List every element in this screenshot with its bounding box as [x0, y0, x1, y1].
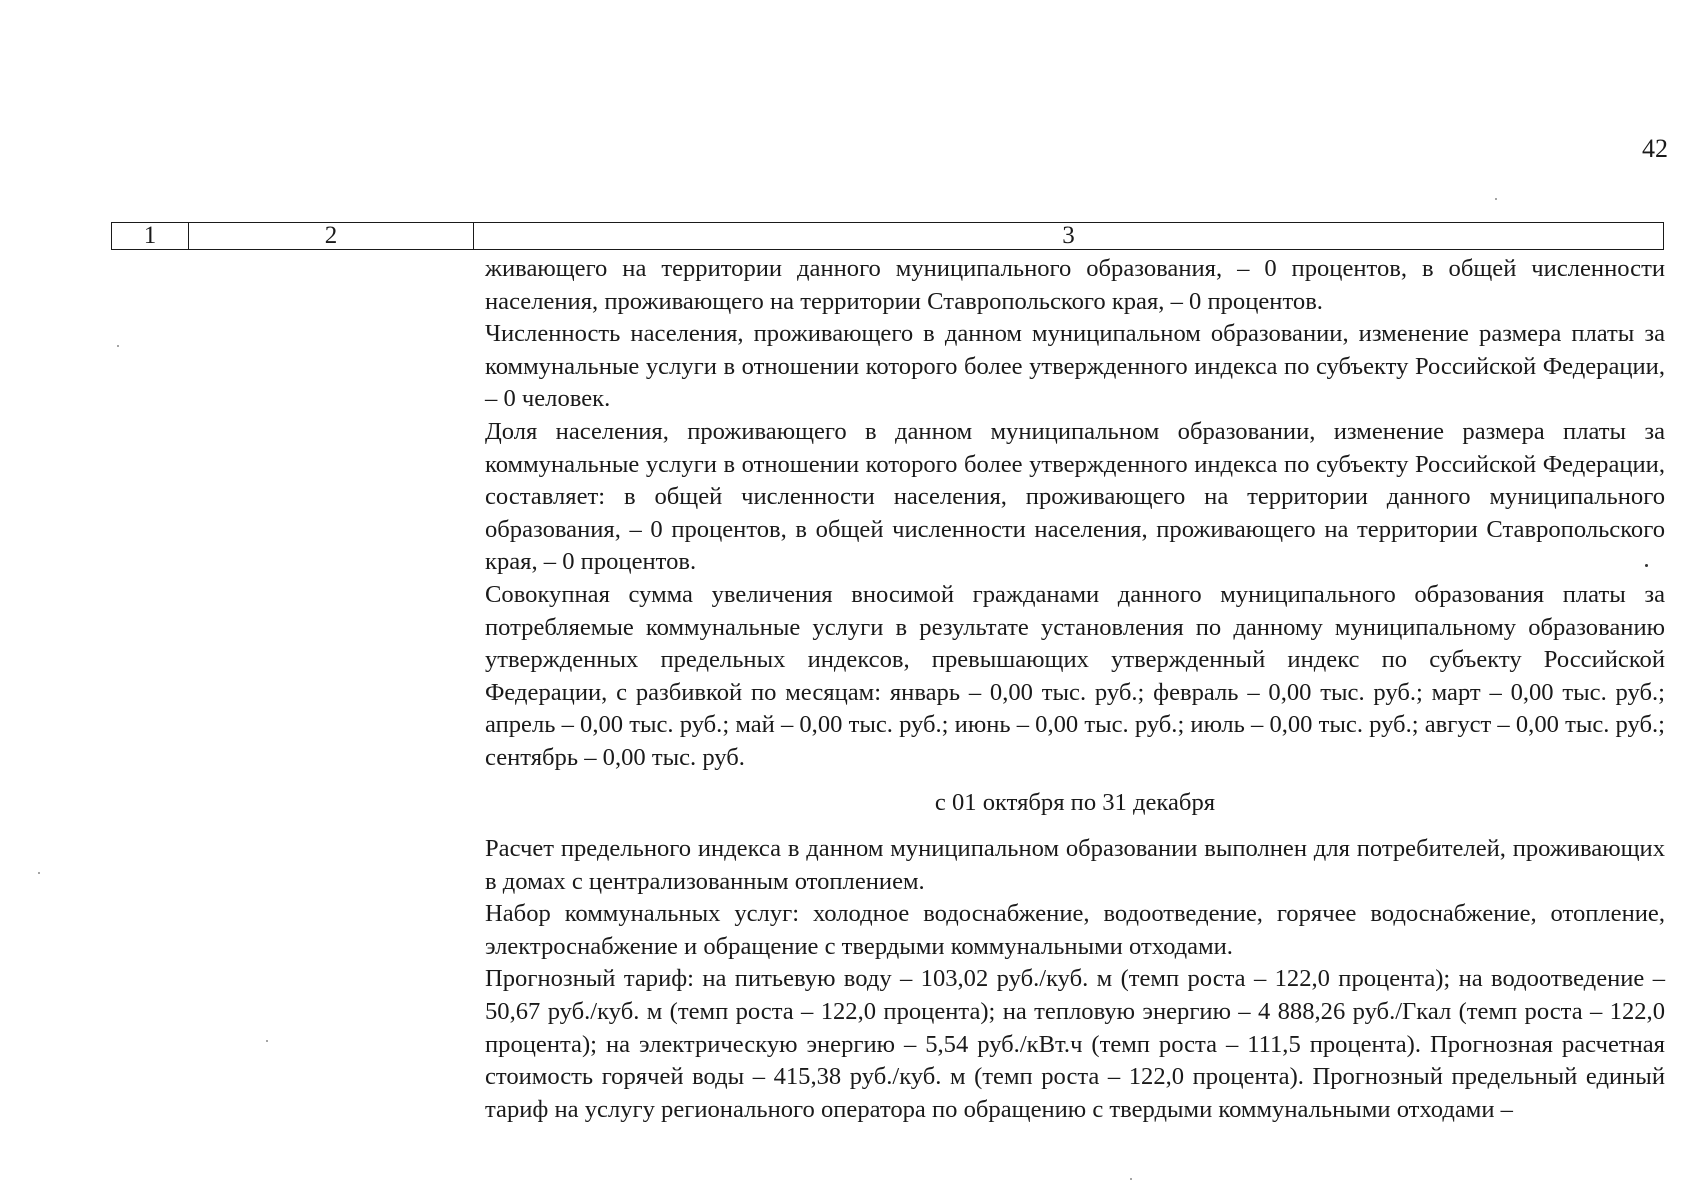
paragraph-continuation: живающего на территории данного муниципального образования, – 0 процентов, в общей численности населения, проживающего на территории Ставропольского края, – 0 процентов.	[485, 255, 1665, 315]
page-number: 42	[1642, 134, 1668, 163]
scan-speck	[1645, 564, 1648, 567]
scan-speck	[117, 345, 119, 347]
column-header-table	[111, 222, 1664, 250]
paragraph-index-calculation: Расчет предельного индекса в данном муниципальном образовании выполнен для потребителей, проживающих в домах с централизованным отоплением.	[485, 835, 1665, 895]
scan-speck	[38, 872, 40, 874]
scan-speck	[1130, 1178, 1132, 1180]
column-header-row	[112, 223, 1664, 250]
scan-speck	[1495, 198, 1497, 200]
paragraph-forecast-tariff: Прогнозный тариф: на питьевую воду – 103,02 руб./куб. м (темп роста – 122,0 процента); на водоотведение – 50,67 руб./куб. м (темп роста – 122,0 процента); на тепловую энергию – 4 888,26 руб./Гкал (темп роста – 122,0 процента); на электрическую энергию – 5,54 руб./кВт.ч (темп роста – 111,5 процента). Прогнозная расчетная стоимость горячей воды – 415,38 руб./куб. м (темп роста – 122,0 процента). Прогнозный предельный единый тариф на услугу регионального оператора по обращению с твердыми коммунальными отходами –	[485, 965, 1665, 1123]
paragraph-population-share: Доля населения, проживающего в данном муниципальном образовании, изменение размера платы за коммунальные услуги в отношении которого более утвержденного индекса по субъекту Российской Федерации, составляет: в общей численности населения, проживающего на территории данного муниципального образования, – 0 процентов, в общей численности населения, проживающего на территории Ставропольского края, – 0 процентов.	[485, 417, 1665, 576]
section-heading-period: с 01 октября по 31 декабря	[934, 788, 1216, 816]
paragraph-utility-set: Набор коммунальных услуг: холодное водоснабжение, водоотведение, горячее водоснабжение, отопление, электроснабжение и обращение с твердыми коммунальными отходами.	[485, 900, 1665, 960]
document-body	[485, 253, 1665, 1126]
paragraph-population-count: Численность населения, проживающего в данном муниципальном образовании, изменение размера платы за коммунальные услуги в отношении которого более утвержденного индекса по субъекту Российской Федерации, – 0 человек.	[485, 320, 1665, 413]
scan-speck	[266, 1040, 268, 1042]
column-header-1: 1	[112, 223, 189, 250]
column-header-3: 3	[474, 223, 1664, 250]
column-header-2: 2	[189, 223, 474, 250]
paragraph-total-increase: Совокупная сумма увеличения вносимой гражданами данного муниципального образования платы за потребляемые коммунальные услуги в результате установления по данному муниципальному образованию утвержденных предельных индексов, превышающих утвержденный индекс по субъекту Российской Федерации, с разбивкой по месяцам: январь – 0,00 тыс. руб.; февраль – 0,00 тыс. руб.; март – 0,00 тыс. руб.; апрель – 0,00 тыс. руб.; май – 0,00 тыс. руб.; июнь – 0,00 тыс. руб.; июль – 0,00 тыс. руб.; август – 0,00 тыс. руб.; сентябрь – 0,00 тыс. руб.	[485, 580, 1665, 771]
